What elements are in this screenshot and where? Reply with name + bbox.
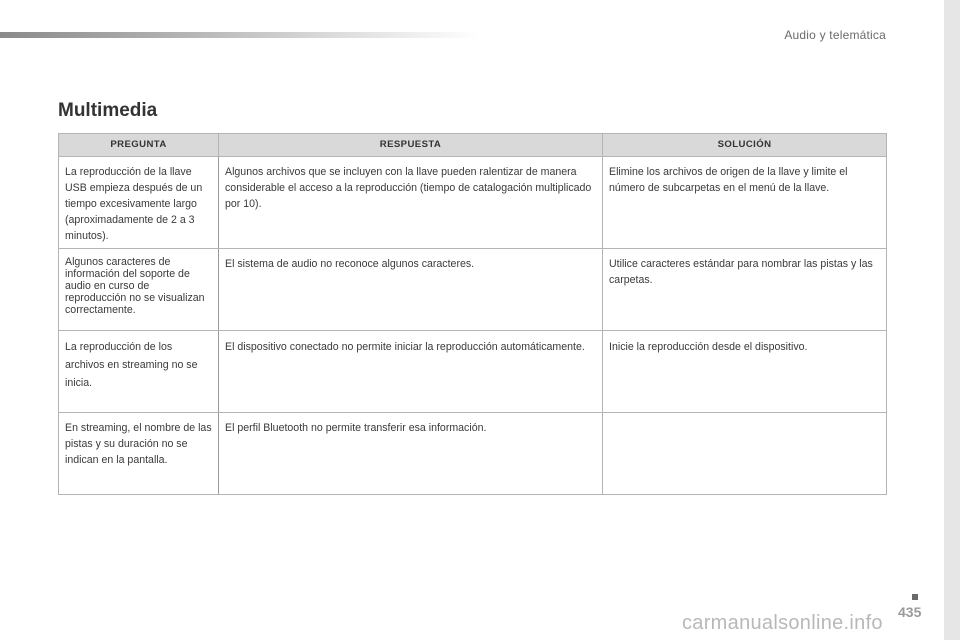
question-cell: En streaming, el nombre de las pistas y su duración no se indican en la pantalla. <box>59 413 219 495</box>
solution-cell: Inicie la reproducción desde el dispositivo. <box>603 331 887 413</box>
section-header: Audio y telemática <box>784 28 886 42</box>
column-header-question: PREGUNTA <box>59 134 219 157</box>
answer-cell: Algunos archivos que se incluyen con la llave pueden ralentizar de manera considerable el acceso a la reproducción (tiempo de catalogación multiplicado por 10). <box>219 157 603 249</box>
question-cell: La reproducción de la llave USB empieza después de un tiempo excesivamente largo (aproximadamente de 2 a 3 minutos). <box>59 157 219 249</box>
page-title: Multimedia <box>58 100 158 121</box>
question-cell: La reproducción de los archivos en streaming no se inicia. <box>59 331 219 413</box>
table-row <box>59 157 887 249</box>
page-number: 435 <box>898 604 922 620</box>
table-row <box>59 413 887 495</box>
header-gradient-bar <box>0 32 480 38</box>
solution-cell: Utilice caracteres estándar para nombrar las pistas y las carpetas. <box>603 249 887 331</box>
right-margin-band <box>944 0 960 640</box>
table-header-row <box>59 134 887 157</box>
table-row <box>59 331 887 413</box>
table-row <box>59 249 887 331</box>
answer-cell: El dispositivo conectado no permite iniciar la reproducción automáticamente. <box>219 331 603 413</box>
answer-cell: El perfil Bluetooth no permite transferir esa información. <box>219 413 603 495</box>
solution-cell: Elimine los archivos de origen de la llave y limite el número de subcarpetas en el menú de la llave. <box>603 157 887 249</box>
troubleshooting-table <box>58 133 887 495</box>
page-marker-square <box>912 594 918 600</box>
watermark-text[interactable]: carmanualsonline.info <box>682 612 883 634</box>
column-header-answer: RESPUESTA <box>219 134 603 157</box>
column-header-solution: SOLUCIÓN <box>603 134 887 157</box>
question-cell: Algunos caracteres de información del soporte de audio en curso de reproducción no se visualizan correctamente. <box>59 249 219 331</box>
answer-cell: El sistema de audio no reconoce algunos caracteres. <box>219 249 603 331</box>
solution-cell <box>603 413 887 495</box>
